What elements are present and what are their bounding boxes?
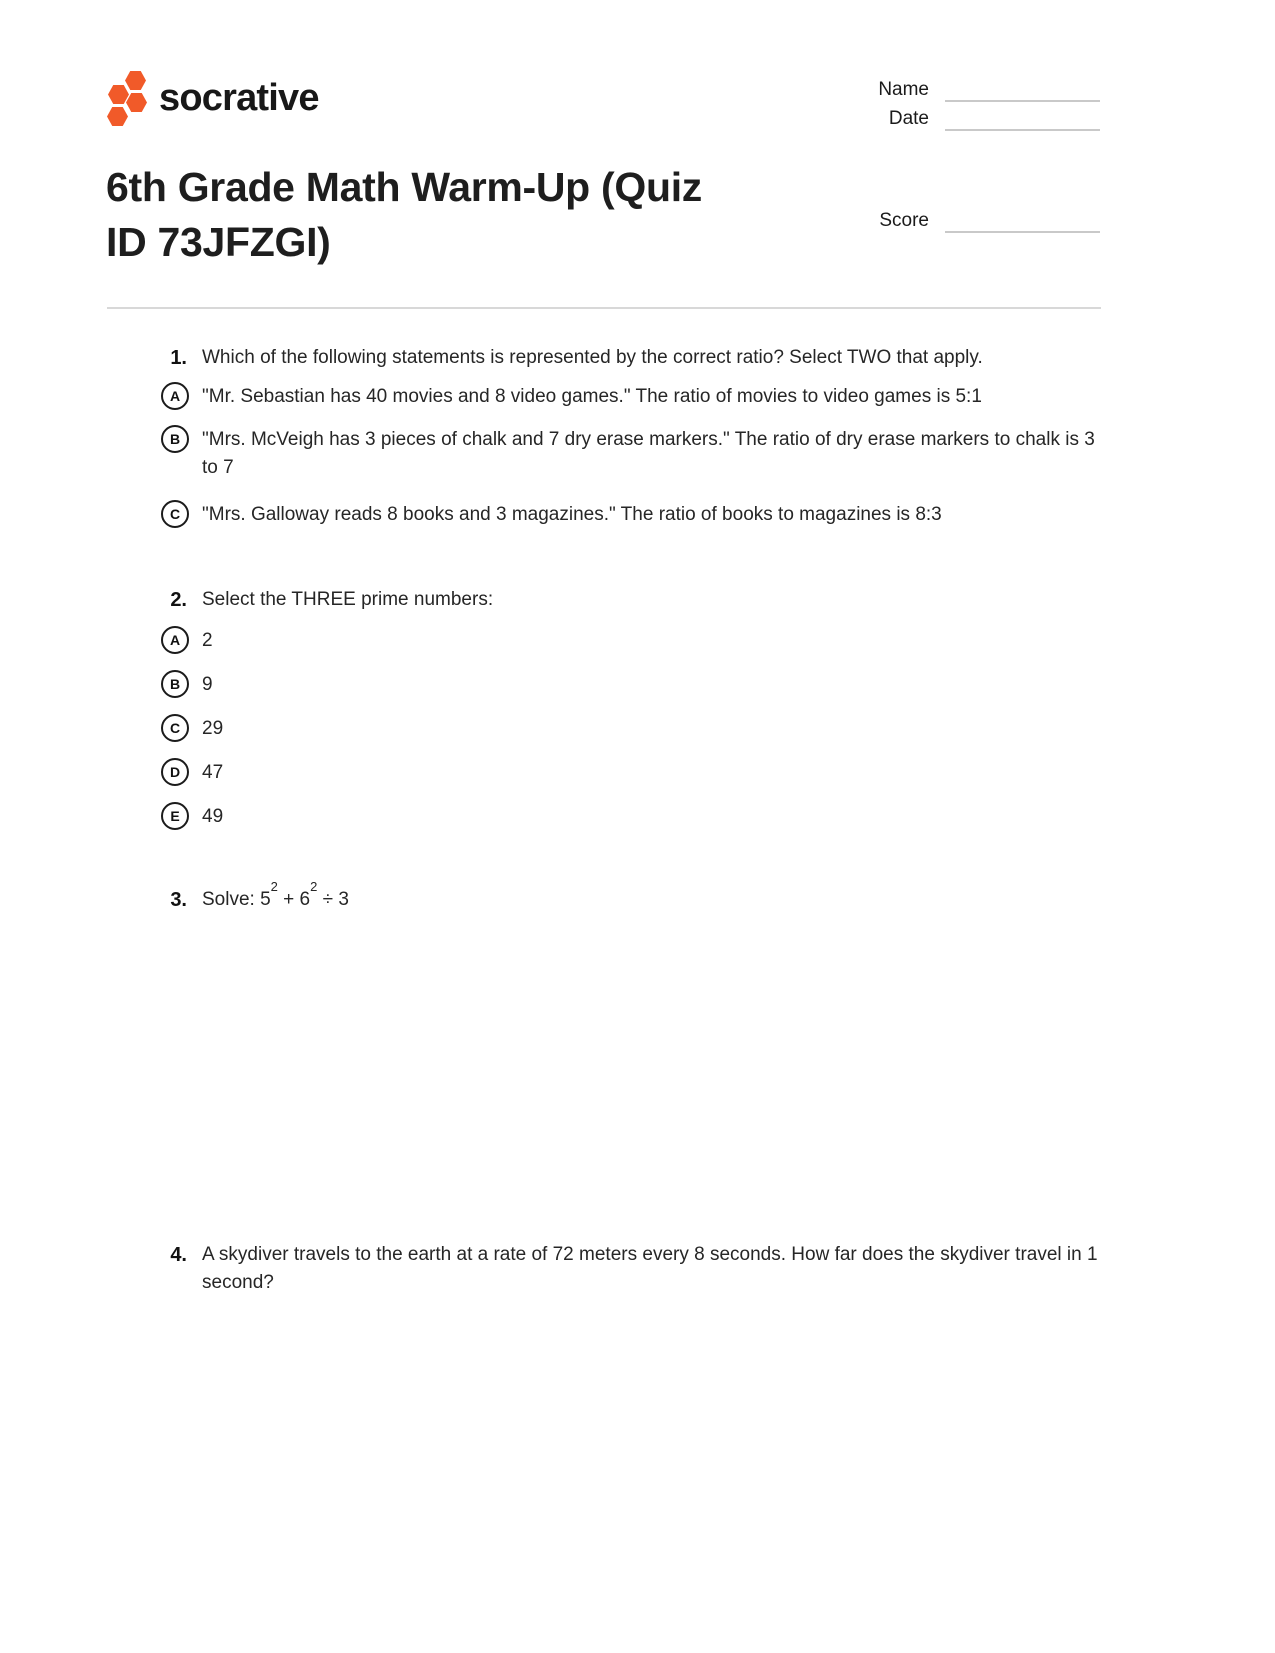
option-letter-badge: B xyxy=(161,670,189,698)
question-prompt xyxy=(202,878,349,914)
question-3-head xyxy=(107,878,1102,914)
option-letter-badge: A xyxy=(161,626,189,654)
math-exponent: 2 xyxy=(270,878,278,894)
question-4-head xyxy=(107,1241,1102,1297)
score-field-line xyxy=(945,213,1100,233)
question-number: 3. xyxy=(170,889,187,911)
option-letter-badge: E xyxy=(161,802,189,830)
question-number: 1. xyxy=(170,347,187,369)
option-letter-badge: C xyxy=(161,500,189,528)
option-text: 49 xyxy=(202,806,224,827)
hexagon-icon xyxy=(125,71,146,90)
math-text: ÷ 3 xyxy=(317,889,349,910)
question-3 xyxy=(107,878,1102,914)
math-exponent: 2 xyxy=(310,878,318,894)
question-4 xyxy=(107,1241,1102,1297)
question-prompt: Which of the following statements is represented by the correct ratio? Select TWO that apply. xyxy=(202,347,983,368)
q2-option-c xyxy=(161,714,1102,743)
option-text: "Mr. Sebastian has 40 movies and 8 video games." The ratio of movies to video games is 5:1 xyxy=(202,386,982,407)
name-field xyxy=(871,78,1100,102)
question-prompt: Select the THREE prime numbers: xyxy=(202,589,494,610)
question-2 xyxy=(107,586,1102,831)
question-1-head xyxy=(107,344,1102,372)
header-divider xyxy=(107,307,1101,309)
hexagon-icon xyxy=(107,107,128,126)
date-field-label: Date xyxy=(888,108,929,129)
q1-option-a xyxy=(161,382,1102,411)
option-letter-badge: C xyxy=(161,714,189,742)
question-2-head xyxy=(107,586,1102,614)
q1-option-b xyxy=(161,425,1102,482)
option-text: "Mrs. Galloway reads 8 books and 3 magazines." The ratio of books to magazines is 8:3 xyxy=(202,504,942,525)
q1-option-c xyxy=(161,500,1102,529)
math-text: Solve: 5 xyxy=(202,889,271,910)
option-text: 9 xyxy=(202,674,213,695)
q2-option-d xyxy=(161,758,1102,787)
socrative-hexagons-icon xyxy=(100,70,150,128)
option-text: 2 xyxy=(202,630,213,651)
hexagon-icon xyxy=(108,85,129,104)
page-title: 6th Grade Math Warm-Up (Quiz ID 73JFZGI) xyxy=(106,164,702,265)
question-1 xyxy=(107,344,1102,529)
option-text: 47 xyxy=(202,762,224,783)
score-field xyxy=(871,209,1100,233)
q2-option-b xyxy=(161,670,1102,699)
math-text: + 6 xyxy=(277,889,311,910)
socrative-logo xyxy=(100,70,319,128)
name-field-line xyxy=(945,82,1100,102)
q2-option-a xyxy=(161,626,1102,655)
q2-option-e xyxy=(161,802,1102,831)
name-field-label: Name xyxy=(878,79,929,100)
question-number: 2. xyxy=(170,589,187,611)
hexagon-icon xyxy=(126,93,147,112)
date-field xyxy=(871,107,1100,131)
date-field-line xyxy=(945,111,1100,131)
option-letter-badge: D xyxy=(161,758,189,786)
question-number: 4. xyxy=(170,1244,187,1266)
socrative-logo-text: socrative xyxy=(159,76,319,119)
score-field-label: Score xyxy=(879,210,929,231)
option-letter-badge: B xyxy=(161,425,189,453)
option-text: "Mrs. McVeigh has 3 pieces of chalk and 7 dry erase markers." The ratio of dry erase markers to chalk is 3 to 7 xyxy=(202,429,1095,478)
option-letter-badge: A xyxy=(161,382,189,410)
option-text: 29 xyxy=(202,718,224,739)
question-prompt: A skydiver travels to the earth at a rate of 72 meters every 8 seconds. How far does the skydiver travel in 1 second? xyxy=(202,1244,1098,1293)
